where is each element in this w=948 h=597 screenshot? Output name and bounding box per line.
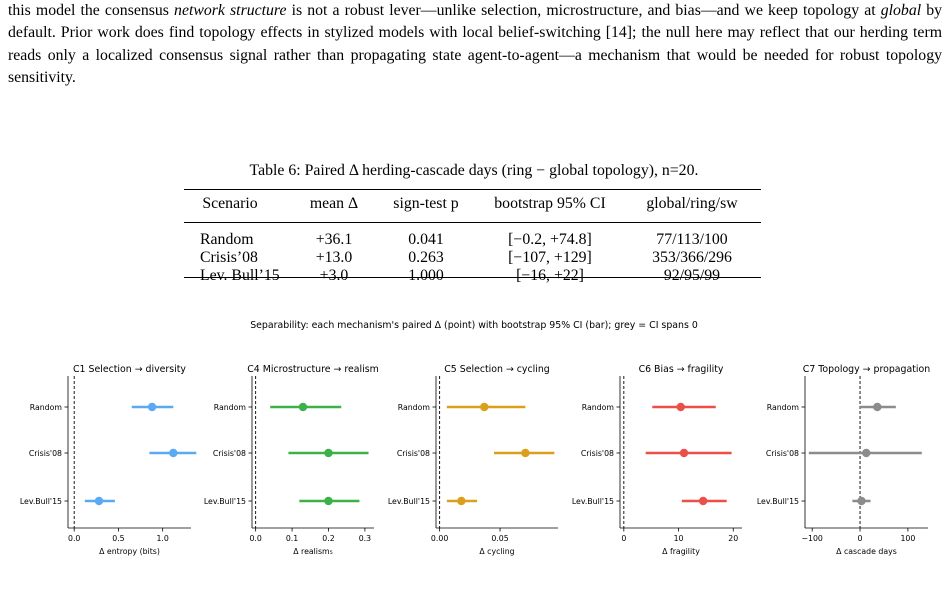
- point-estimate: [148, 403, 156, 411]
- panel-title: C6 Bias → fragility: [638, 364, 724, 375]
- paragraph-emphasis: global: [880, 2, 922, 19]
- table-cell: Crisis’08: [200, 249, 258, 266]
- table-cell: +36.1: [315, 231, 353, 248]
- x-axis-label: Δ cascade days: [836, 547, 897, 556]
- paragraph-text: is not a robust lever—unlike selection, microstructure, and bias—and we keep topology at: [286, 2, 881, 19]
- panel-title: C7 Topology → propagation: [802, 364, 931, 375]
- point-estimate: [324, 449, 332, 457]
- y-tick-label: Lev.Bull'15: [19, 496, 62, 506]
- x-tick-label: −100: [801, 534, 823, 543]
- y-tick-label: Crisis'08: [212, 448, 246, 458]
- y-tick-label: Crisis'08: [28, 448, 62, 458]
- figure-title: Separability: each mechanism's paired Δ (point) with bootstrap 95% CI (bar); grey = CI spans 0: [250, 320, 698, 331]
- paragraph-text: this model the consensus: [8, 2, 175, 19]
- table-top-rule: [184, 189, 761, 190]
- table-header-cell: sign-test p: [393, 195, 459, 212]
- x-tick-label: 0.1: [285, 534, 299, 543]
- point-estimate: [677, 403, 685, 411]
- x-tick-label: 0.5: [112, 534, 125, 543]
- point-estimate: [324, 497, 332, 505]
- table-cell: Random: [200, 231, 254, 248]
- table-cell: [−16, +22]: [516, 267, 584, 284]
- y-tick-label: Lev.Bull'15: [387, 496, 430, 506]
- x-tick-label: 0: [857, 534, 863, 543]
- y-tick-label: Lev.Bull'15: [203, 496, 246, 506]
- x-tick-label: 0.00: [430, 534, 449, 543]
- point-estimate: [95, 497, 103, 505]
- x-axis-label: Δ realism₅: [293, 547, 333, 556]
- point-estimate: [862, 449, 870, 457]
- panel-title: C1 Selection → diversity: [73, 364, 186, 375]
- body-paragraph: [8, 0, 942, 89]
- point-estimate: [480, 403, 488, 411]
- table-cell: 0.263: [408, 249, 444, 266]
- y-tick-label: Random: [29, 402, 62, 412]
- x-axis-label: Δ cycling: [479, 547, 515, 556]
- table-cell: +13.0: [315, 249, 353, 266]
- point-estimate: [680, 449, 688, 457]
- x-tick-label: 0: [621, 534, 627, 543]
- table-cell: 0.041: [408, 231, 444, 248]
- x-axis-label: Δ entropy (bits): [99, 547, 160, 556]
- paragraph-emphasis: network structure: [174, 2, 287, 19]
- point-estimate: [873, 403, 881, 411]
- table-header-cell: mean Δ: [309, 195, 359, 212]
- x-tick-label: 0.05: [491, 534, 509, 543]
- table-cell: 353/366/296: [652, 249, 732, 266]
- point-estimate: [521, 449, 529, 457]
- y-tick-label: Crisis'08: [765, 448, 799, 458]
- y-tick-label: Random: [213, 402, 246, 412]
- x-tick-label: 1.0: [156, 534, 169, 543]
- y-tick-label: Lev.Bull'15: [756, 496, 799, 506]
- point-estimate: [699, 497, 707, 505]
- y-tick-label: Crisis'08: [580, 448, 614, 458]
- point-estimate: [299, 403, 307, 411]
- x-tick-label: 20: [728, 534, 739, 543]
- point-estimate: [169, 449, 177, 457]
- table-caption: Table 6: Paired Δ herding-cascade days (ring − global topology), n=20.: [249, 162, 699, 179]
- table-cell: [−107, +129]: [508, 249, 592, 266]
- table-cell: 77/113/100: [656, 231, 728, 248]
- table-cell: [−0.2, +74.8]: [508, 231, 592, 248]
- table-mid-rule: [184, 222, 761, 223]
- x-tick-label: 100: [900, 534, 916, 543]
- panel-title: C4 Microstructure → realism: [247, 364, 379, 375]
- separability-figure: [0, 340, 948, 570]
- y-tick-label: Random: [581, 402, 614, 412]
- table-header-cell: global/ring/sw: [646, 195, 738, 212]
- table-header-cell: bootstrap 95% CI: [494, 195, 606, 212]
- point-estimate: [457, 497, 465, 505]
- x-tick-label: 0.0: [249, 534, 262, 543]
- table-cell: Lev. Bull’15: [200, 267, 280, 284]
- y-tick-label: Crisis'08: [396, 448, 430, 458]
- x-tick-label: 0.2: [322, 534, 335, 543]
- y-tick-label: Random: [397, 402, 430, 412]
- x-axis-label: Δ fragility: [662, 547, 700, 556]
- table-cell: 1.000: [408, 267, 444, 284]
- paragraph-text: by default. Prior work does find topology effects in stylized models with local belief-switching [14]; the null here may reflect that our herding term reads only a localized consensus signal rather than propagating state agent-to-agent—a mechanism that would be needed for robust topology sensitivity.: [8, 2, 943, 86]
- x-tick-label: 10: [673, 534, 684, 543]
- y-tick-label: Lev.Bull'15: [571, 496, 614, 506]
- panel-title: C5 Selection → cycling: [444, 364, 550, 375]
- y-tick-label: Random: [766, 402, 799, 412]
- table-header-cell: Scenario: [202, 195, 258, 212]
- table-cell: +3.0: [319, 267, 349, 284]
- x-tick-label: 0.3: [358, 534, 372, 543]
- table-cell: 92/95/99: [663, 267, 721, 284]
- point-estimate: [857, 497, 865, 505]
- x-tick-label: 0.0: [67, 534, 81, 543]
